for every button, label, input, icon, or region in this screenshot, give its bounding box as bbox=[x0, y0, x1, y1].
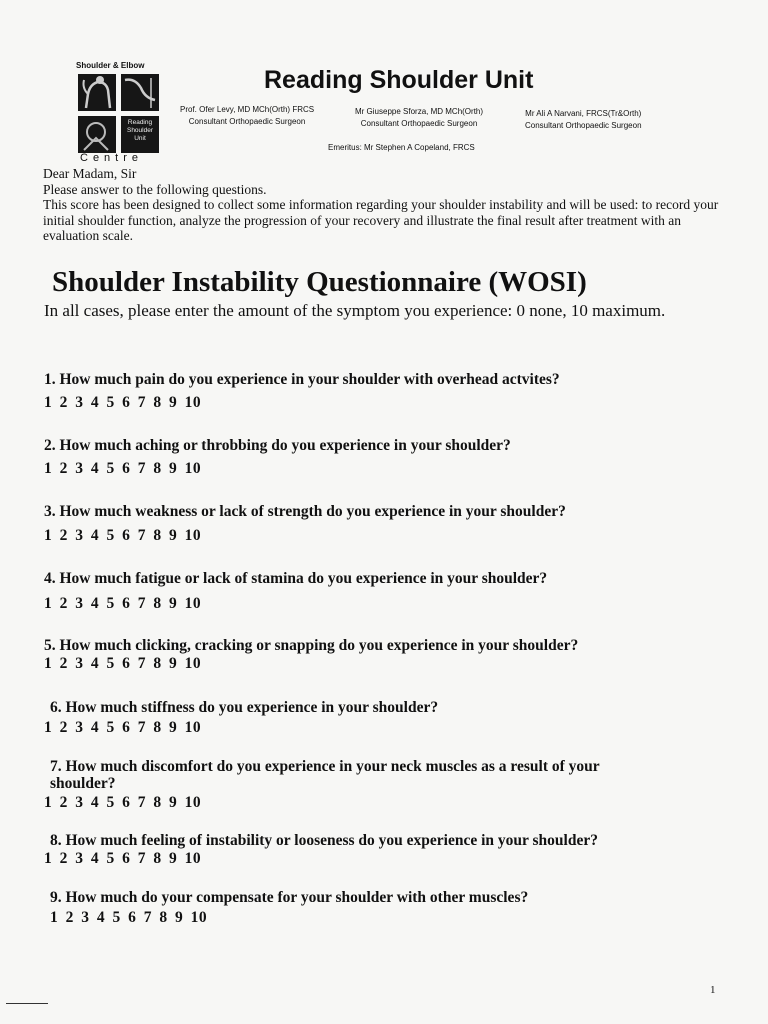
rating-scale[interactable]: 1 2 3 4 5 6 7 8 9 10 bbox=[44, 527, 202, 544]
logo-caption-bottom: Centre bbox=[80, 152, 144, 164]
rating-scale[interactable]: 1 2 3 4 5 6 7 8 9 10 bbox=[44, 595, 202, 612]
question-text: 2. How much aching or throbbing do you experience in your shoulder? bbox=[44, 437, 511, 454]
staff-name: Mr Ali A Narvani, FRCS(Tr&Orth) bbox=[525, 109, 642, 118]
intro-text bbox=[43, 166, 723, 244]
rating-scale[interactable]: 1 2 3 4 5 6 7 8 9 10 bbox=[44, 655, 202, 672]
question-text: 4. How much fatigue or lack of stamina do you experience in your shoulder? bbox=[44, 570, 548, 587]
question-text: 5. How much clicking, cracking or snapping do you experience in your shoulder? bbox=[44, 637, 579, 654]
logo-joint-icon bbox=[78, 116, 116, 153]
question-text: 8. How much feeling of instability or looseness do you experience in your shoulder? bbox=[50, 832, 598, 849]
staff-role: Consultant Orthopaedic Surgeon bbox=[360, 119, 478, 128]
rating-scale[interactable]: 1 2 3 4 5 6 7 8 9 10 bbox=[44, 394, 202, 411]
staff-entry bbox=[180, 104, 314, 128]
logo-shoulder-figure-icon bbox=[78, 74, 116, 111]
rating-scale[interactable]: 1 2 3 4 5 6 7 8 9 10 bbox=[44, 719, 202, 736]
salutation: Dear Madam, Sir bbox=[43, 166, 137, 181]
rating-scale[interactable]: 1 2 3 4 5 6 7 8 9 10 bbox=[44, 794, 202, 811]
page-number: 1 bbox=[710, 984, 716, 996]
questionnaire-instruction: In all cases, please enter the amount of the symptom you experience: 0 none, 10 maximum. bbox=[44, 301, 666, 320]
emeritus-line: Emeritus: Mr Stephen A Copeland, FRCS bbox=[328, 143, 475, 152]
question-text: 9. How much do your compensate for your shoulder with other muscles? bbox=[50, 889, 529, 906]
question-text-continued: shoulder? bbox=[50, 775, 116, 792]
staff-role: Consultant Orthopaedic Surgeon bbox=[525, 121, 642, 130]
question-text: 6. How much stiffness do you experience in your shoulder? bbox=[50, 699, 439, 716]
staff-entry bbox=[525, 108, 642, 132]
logo-caption-top: Shoulder & Elbow bbox=[76, 61, 145, 70]
intro-paragraph: This score has been designed to collect some information regarding your shoulder instability and will be used: to record your initial shoulder function, analyze the progression of your recovery and illustrate the final result after treatment with an evaluation scale. bbox=[43, 197, 719, 243]
staff-name: Prof. Ofer Levy, MD MCh(Orth) FRCS bbox=[180, 105, 315, 114]
rating-scale[interactable]: 1 2 3 4 5 6 7 8 9 10 bbox=[44, 850, 202, 867]
unit-title: Reading Shoulder Unit bbox=[264, 66, 534, 94]
rating-scale[interactable]: 1 2 3 4 5 6 7 8 9 10 bbox=[50, 909, 208, 926]
logo-tile-text: Reading Shoulder Unit bbox=[121, 116, 159, 153]
staff-role: Consultant Orthopaedic Surgeon bbox=[188, 117, 306, 126]
question-text: 7. How much discomfort do you experience in your neck muscles as a result of your bbox=[50, 758, 600, 775]
footer-divider bbox=[6, 1003, 48, 1004]
question-text: 3. How much weakness or lack of strength do you experience in your shoulder? bbox=[44, 503, 566, 520]
intro-line: Please answer to the following questions. bbox=[43, 181, 267, 197]
rating-scale[interactable]: 1 2 3 4 5 6 7 8 9 10 bbox=[44, 460, 202, 477]
question-text: 1. How much pain do you experience in your shoulder with overhead actvites? bbox=[44, 371, 560, 388]
staff-name: Mr Giuseppe Sforza, MD MCh(Orth) bbox=[355, 107, 484, 116]
logo bbox=[78, 74, 160, 154]
logo-elbow-figure-icon bbox=[121, 74, 159, 111]
staff-entry bbox=[355, 106, 483, 130]
questionnaire-title: Shoulder Instability Questionnaire (WOSI) bbox=[52, 266, 587, 298]
